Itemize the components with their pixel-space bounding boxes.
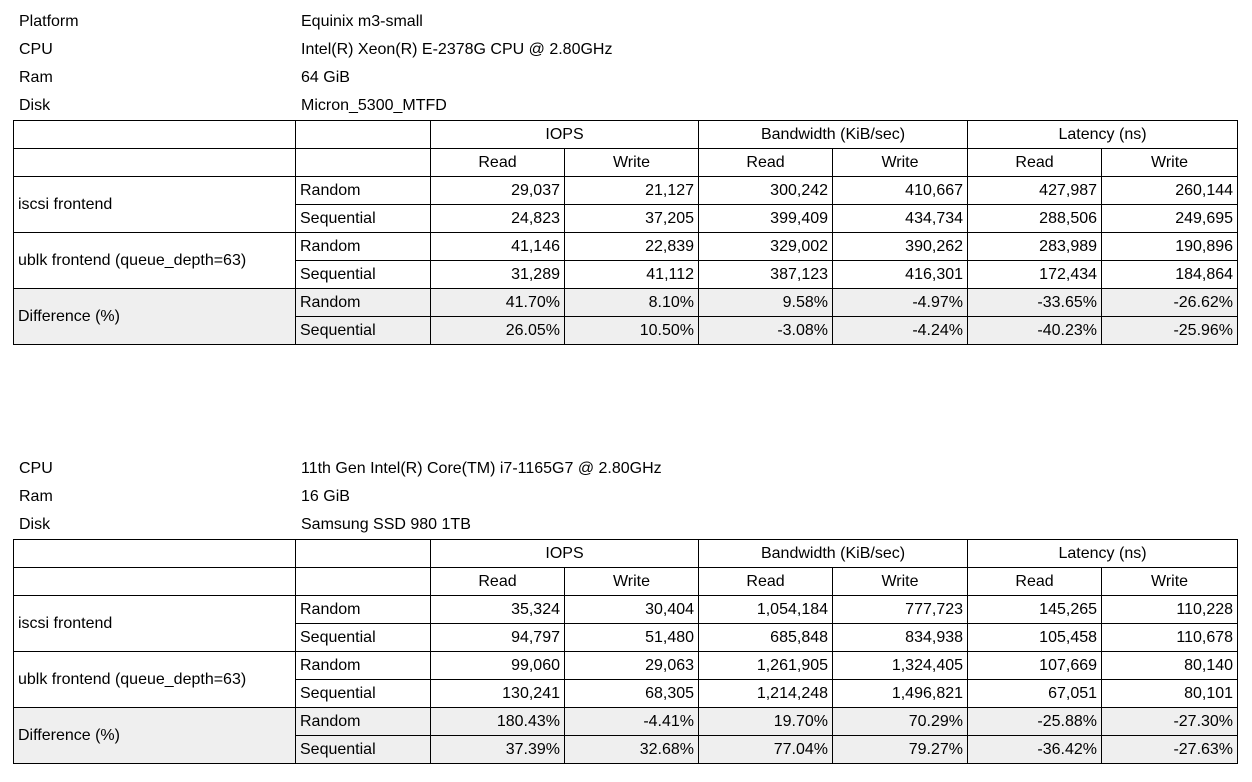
mode-label: Random xyxy=(296,177,431,205)
info-label: Disk xyxy=(19,516,51,533)
mode-label: Sequential xyxy=(296,317,431,345)
latency-write-cell: 110,678 xyxy=(1102,624,1238,652)
info-label: Ram xyxy=(19,488,53,505)
iops-read-cell: 130,241 xyxy=(431,680,565,708)
latency-read-cell: -36.42% xyxy=(968,736,1102,764)
latency-read-cell: 67,051 xyxy=(968,680,1102,708)
mode-label: Random xyxy=(296,708,431,736)
info-row-disk xyxy=(13,92,1238,120)
iops-write-cell: 8.10% xyxy=(565,289,699,317)
info-row-disk xyxy=(13,511,1238,539)
bandwidth-write-cell: -4.97% xyxy=(833,289,968,317)
benchmark-table xyxy=(13,120,1238,345)
iops-write-cell: -4.41% xyxy=(565,708,699,736)
info-row-cpu xyxy=(13,455,1238,483)
iops-read-cell: 94,797 xyxy=(431,624,565,652)
bandwidth-write-cell: 434,734 xyxy=(833,205,968,233)
header-iops: IOPS xyxy=(431,540,699,568)
header-blank-cell xyxy=(296,540,431,568)
info-label: Ram xyxy=(19,69,53,86)
header-blank-cell xyxy=(14,121,296,149)
bandwidth-write-cell: 70.29% xyxy=(833,708,968,736)
benchmark-block-1 xyxy=(13,8,1238,345)
header-blank-cell xyxy=(296,568,431,596)
header-read: Read xyxy=(431,568,565,596)
bandwidth-read-cell: -3.08% xyxy=(699,317,833,345)
latency-read-cell: 288,506 xyxy=(968,205,1102,233)
bandwidth-write-cell: 390,262 xyxy=(833,233,968,261)
header-write: Write xyxy=(1102,149,1238,177)
info-value: 64 GiB xyxy=(301,69,350,86)
latency-read-cell: 105,458 xyxy=(968,624,1102,652)
header-write: Write xyxy=(833,568,968,596)
bandwidth-write-cell: 79.27% xyxy=(833,736,968,764)
bandwidth-write-cell: 777,723 xyxy=(833,596,968,624)
header-row-metrics xyxy=(14,121,1238,149)
header-latency: Latency (ns) xyxy=(968,121,1238,149)
info-label: Platform xyxy=(19,13,79,30)
header-read: Read xyxy=(968,149,1102,177)
bandwidth-write-cell: 1,496,821 xyxy=(833,680,968,708)
header-read: Read xyxy=(968,568,1102,596)
bandwidth-write-cell: 834,938 xyxy=(833,624,968,652)
info-value: Micron_5300_MTFD xyxy=(301,97,447,114)
header-row-readwrite xyxy=(14,568,1238,596)
bandwidth-read-cell: 387,123 xyxy=(699,261,833,289)
bandwidth-write-cell: 410,667 xyxy=(833,177,968,205)
mode-label: Random xyxy=(296,596,431,624)
latency-read-cell: 145,265 xyxy=(968,596,1102,624)
latency-write-cell: 80,101 xyxy=(1102,680,1238,708)
table-row xyxy=(14,233,1238,261)
bandwidth-read-cell: 300,242 xyxy=(699,177,833,205)
mode-label: Sequential xyxy=(296,624,431,652)
info-row-ram xyxy=(13,483,1238,511)
iops-write-cell: 37,205 xyxy=(565,205,699,233)
iops-write-cell: 10.50% xyxy=(565,317,699,345)
bandwidth-read-cell: 329,002 xyxy=(699,233,833,261)
latency-write-cell: 184,864 xyxy=(1102,261,1238,289)
header-read: Read xyxy=(699,568,833,596)
info-value: Samsung SSD 980 1TB xyxy=(301,516,471,533)
latency-write-cell: 80,140 xyxy=(1102,652,1238,680)
bandwidth-read-cell: 1,261,905 xyxy=(699,652,833,680)
iops-write-cell: 51,480 xyxy=(565,624,699,652)
iops-write-cell: 29,063 xyxy=(565,652,699,680)
header-write: Write xyxy=(833,149,968,177)
iops-write-cell: 30,404 xyxy=(565,596,699,624)
header-write: Write xyxy=(565,568,699,596)
group-label: ublk frontend (queue_depth=63) xyxy=(14,652,296,708)
header-iops: IOPS xyxy=(431,121,699,149)
info-value: 16 GiB xyxy=(301,488,350,505)
iops-read-cell: 41.70% xyxy=(431,289,565,317)
benchmark-block-2 xyxy=(13,455,1238,764)
latency-write-cell: 260,144 xyxy=(1102,177,1238,205)
header-blank-cell xyxy=(296,149,431,177)
iops-read-cell: 99,060 xyxy=(431,652,565,680)
info-value: Intel(R) Xeon(R) E-2378G CPU @ 2.80GHz xyxy=(301,41,613,58)
latency-read-cell: -33.65% xyxy=(968,289,1102,317)
bandwidth-read-cell: 77.04% xyxy=(699,736,833,764)
latency-write-cell: -27.30% xyxy=(1102,708,1238,736)
bandwidth-write-cell: -4.24% xyxy=(833,317,968,345)
table-row xyxy=(14,596,1238,624)
iops-read-cell: 24,823 xyxy=(431,205,565,233)
iops-read-cell: 37.39% xyxy=(431,736,565,764)
mode-label: Random xyxy=(296,233,431,261)
header-write: Write xyxy=(1102,568,1238,596)
latency-read-cell: 283,989 xyxy=(968,233,1102,261)
bandwidth-write-cell: 416,301 xyxy=(833,261,968,289)
table-row-difference xyxy=(14,289,1238,317)
header-blank-cell xyxy=(296,121,431,149)
latency-read-cell: 107,669 xyxy=(968,652,1102,680)
info-row-platform xyxy=(13,8,1238,36)
iops-read-cell: 41,146 xyxy=(431,233,565,261)
iops-read-cell: 31,289 xyxy=(431,261,565,289)
system-info xyxy=(13,455,1238,539)
group-label: iscsi frontend xyxy=(14,596,296,652)
latency-write-cell: -27.63% xyxy=(1102,736,1238,764)
bandwidth-read-cell: 19.70% xyxy=(699,708,833,736)
iops-write-cell: 41,112 xyxy=(565,261,699,289)
latency-read-cell: -25.88% xyxy=(968,708,1102,736)
header-read: Read xyxy=(431,149,565,177)
iops-read-cell: 29,037 xyxy=(431,177,565,205)
header-read: Read xyxy=(699,149,833,177)
header-bandwidth: Bandwidth (KiB/sec) xyxy=(699,121,968,149)
header-blank-cell xyxy=(14,149,296,177)
group-label: Difference (%) xyxy=(14,289,296,345)
mode-label: Sequential xyxy=(296,736,431,764)
header-row-metrics xyxy=(14,540,1238,568)
latency-write-cell: 249,695 xyxy=(1102,205,1238,233)
latency-read-cell: -40.23% xyxy=(968,317,1102,345)
info-value: Equinix m3-small xyxy=(301,13,423,30)
iops-read-cell: 26.05% xyxy=(431,317,565,345)
group-label: iscsi frontend xyxy=(14,177,296,233)
iops-write-cell: 32.68% xyxy=(565,736,699,764)
header-row-readwrite xyxy=(14,149,1238,177)
latency-write-cell: -26.62% xyxy=(1102,289,1238,317)
latency-write-cell: -25.96% xyxy=(1102,317,1238,345)
mode-label: Sequential xyxy=(296,261,431,289)
group-label: ublk frontend (queue_depth=63) xyxy=(14,233,296,289)
header-bandwidth: Bandwidth (KiB/sec) xyxy=(699,540,968,568)
table-row-difference xyxy=(14,708,1238,736)
header-write: Write xyxy=(565,149,699,177)
latency-read-cell: 172,434 xyxy=(968,261,1102,289)
header-blank-cell xyxy=(14,540,296,568)
system-info xyxy=(13,8,1238,120)
bandwidth-write-cell: 1,324,405 xyxy=(833,652,968,680)
header-blank-cell xyxy=(14,568,296,596)
info-label: CPU xyxy=(19,460,53,477)
info-label: Disk xyxy=(19,97,51,114)
info-row-cpu xyxy=(13,36,1238,64)
info-row-ram xyxy=(13,64,1238,92)
bandwidth-read-cell: 399,409 xyxy=(699,205,833,233)
info-value: 11th Gen Intel(R) Core(TM) i7-1165G7 @ 2.80GHz xyxy=(301,460,662,477)
iops-write-cell: 21,127 xyxy=(565,177,699,205)
bandwidth-read-cell: 685,848 xyxy=(699,624,833,652)
table-row xyxy=(14,652,1238,680)
mode-label: Sequential xyxy=(296,205,431,233)
benchmark-table xyxy=(13,539,1238,764)
bandwidth-read-cell: 1,054,184 xyxy=(699,596,833,624)
mode-label: Random xyxy=(296,652,431,680)
header-latency: Latency (ns) xyxy=(968,540,1238,568)
table-row xyxy=(14,177,1238,205)
mode-label: Random xyxy=(296,289,431,317)
iops-write-cell: 68,305 xyxy=(565,680,699,708)
info-label: CPU xyxy=(19,41,53,58)
iops-read-cell: 180.43% xyxy=(431,708,565,736)
iops-write-cell: 22,839 xyxy=(565,233,699,261)
bandwidth-read-cell: 9.58% xyxy=(699,289,833,317)
latency-write-cell: 190,896 xyxy=(1102,233,1238,261)
group-label: Difference (%) xyxy=(14,708,296,764)
bandwidth-read-cell: 1,214,248 xyxy=(699,680,833,708)
latency-read-cell: 427,987 xyxy=(968,177,1102,205)
mode-label: Sequential xyxy=(296,680,431,708)
iops-read-cell: 35,324 xyxy=(431,596,565,624)
latency-write-cell: 110,228 xyxy=(1102,596,1238,624)
